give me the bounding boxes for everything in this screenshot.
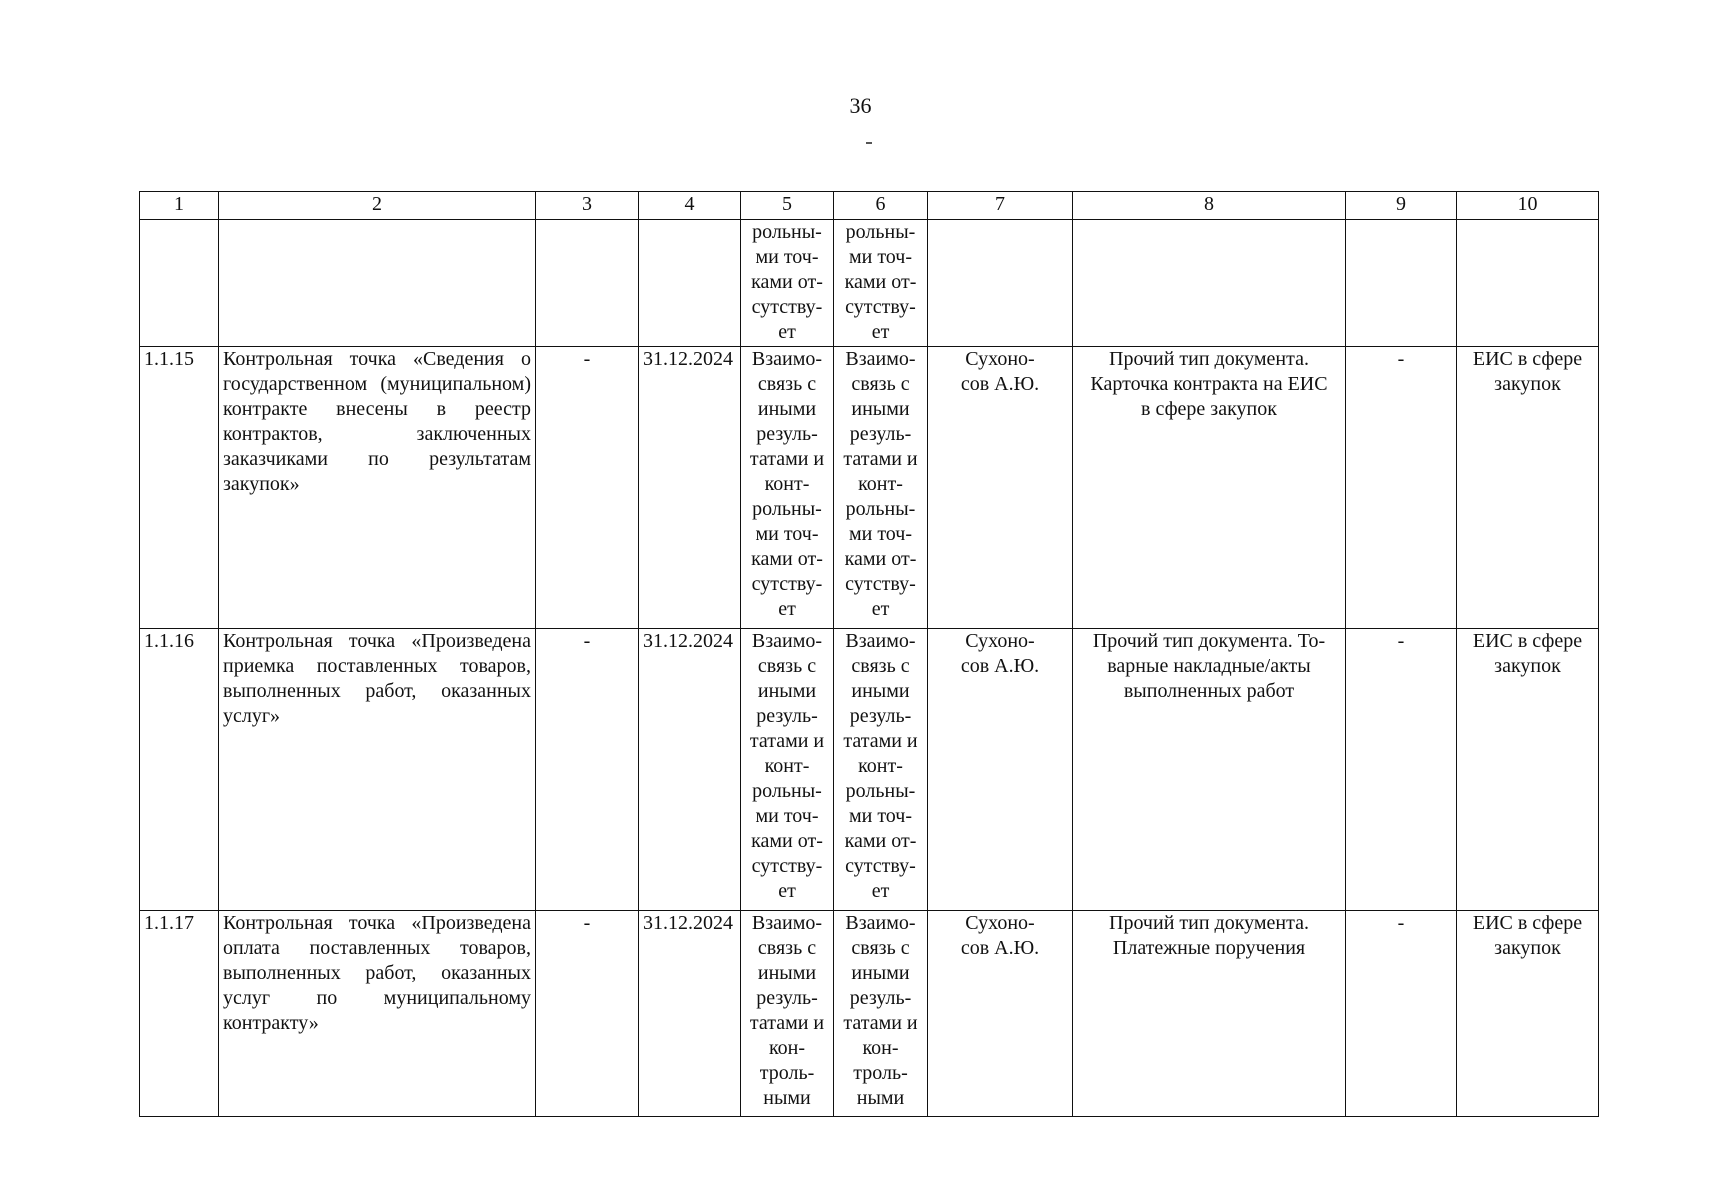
row-responsible: Сухоно- сов А.Ю. (928, 911, 1073, 1117)
row-responsible: Сухоно- сов А.Ю. (928, 347, 1073, 629)
header-col-4: 4 (639, 192, 741, 220)
row-col-6: Взаимо- связь с иными резуль- татами и кон- троль- ными (834, 911, 928, 1117)
header-row (140, 192, 1599, 220)
row-number: 1.1.16 (140, 629, 219, 911)
row-col-9: - (1346, 629, 1457, 911)
row-col-9: - (1346, 347, 1457, 629)
row-col-5: Взаимо- связь с иными резуль- татами и кон- троль- ными (741, 911, 834, 1117)
page-mark (866, 142, 872, 144)
row-name: Контрольная точка «Сведения о государственном (муниципальном) контракте внесены в реестр контрактов, заключенных заказчиками по результатам закупок» (219, 347, 536, 629)
row-date: 31.12.2024 (639, 629, 741, 911)
row-name: Контрольная точка «Произведена приемка поставленных товаров, выполненных работ, оказанных услуг» (219, 629, 536, 911)
row-system: ЕИС в сфере закупок (1457, 911, 1599, 1117)
row-col-3: - (536, 347, 639, 629)
continuation-col-5: рольны- ми точ- ками от- сутству- ет (741, 220, 834, 347)
row-responsible: Сухоно- сов А.Ю. (928, 629, 1073, 911)
row-date: 31.12.2024 (639, 347, 741, 629)
header-col-1: 1 (140, 192, 219, 220)
row-col-6: Взаимо- связь с иными резуль- татами и конт- рольны- ми точ- ками от- сутству- ет (834, 629, 928, 911)
row-col-6: Взаимо- связь с иными резуль- татами и конт- рольны- ми точ- ками от- сутству- ет (834, 347, 928, 629)
table-row (140, 629, 1599, 911)
header-col-3: 3 (536, 192, 639, 220)
row-col-9: - (1346, 911, 1457, 1117)
header-col-10: 10 (1457, 192, 1599, 220)
row-name: Контрольная точка «Произведена оплата поставленных товаров, выполненных работ, оказанных услуг по муниципальному контракту» (219, 911, 536, 1117)
row-system: ЕИС в сфере закупок (1457, 629, 1599, 911)
row-date: 31.12.2024 (639, 911, 741, 1117)
continuation-col-6: рольны- ми точ- ками от- сутству- ет (834, 220, 928, 347)
header-col-5: 5 (741, 192, 834, 220)
continuation-row (140, 220, 1599, 347)
row-col-3: - (536, 629, 639, 911)
page-number: 36 (849, 93, 872, 118)
row-col-5: Взаимо- связь с иными резуль- татами и конт- рольны- ми точ- ками от- сутству- ет (741, 347, 834, 629)
header-col-8: 8 (1073, 192, 1346, 220)
header-col-9: 9 (1346, 192, 1457, 220)
row-number: 1.1.17 (140, 911, 219, 1117)
plan-table (139, 191, 1599, 1117)
row-system: ЕИС в сфере закупок (1457, 347, 1599, 629)
row-col-3: - (536, 911, 639, 1117)
row-number: 1.1.15 (140, 347, 219, 629)
row-document: Прочий тип документа. Платежные поручения (1073, 911, 1346, 1117)
row-col-5: Взаимо- связь с иными резуль- татами и конт- рольны- ми точ- ками от- сутству- ет (741, 629, 834, 911)
header-col-7: 7 (928, 192, 1073, 220)
row-document: Прочий тип документа. Карточка контракта на ЕИС в сфере закупок (1073, 347, 1346, 629)
header-col-6: 6 (834, 192, 928, 220)
table-row (140, 911, 1599, 1117)
table-row (140, 347, 1599, 629)
row-document: Прочий тип документа. То- варные накладные/акты выполненных работ (1073, 629, 1346, 911)
header-col-2: 2 (219, 192, 536, 220)
